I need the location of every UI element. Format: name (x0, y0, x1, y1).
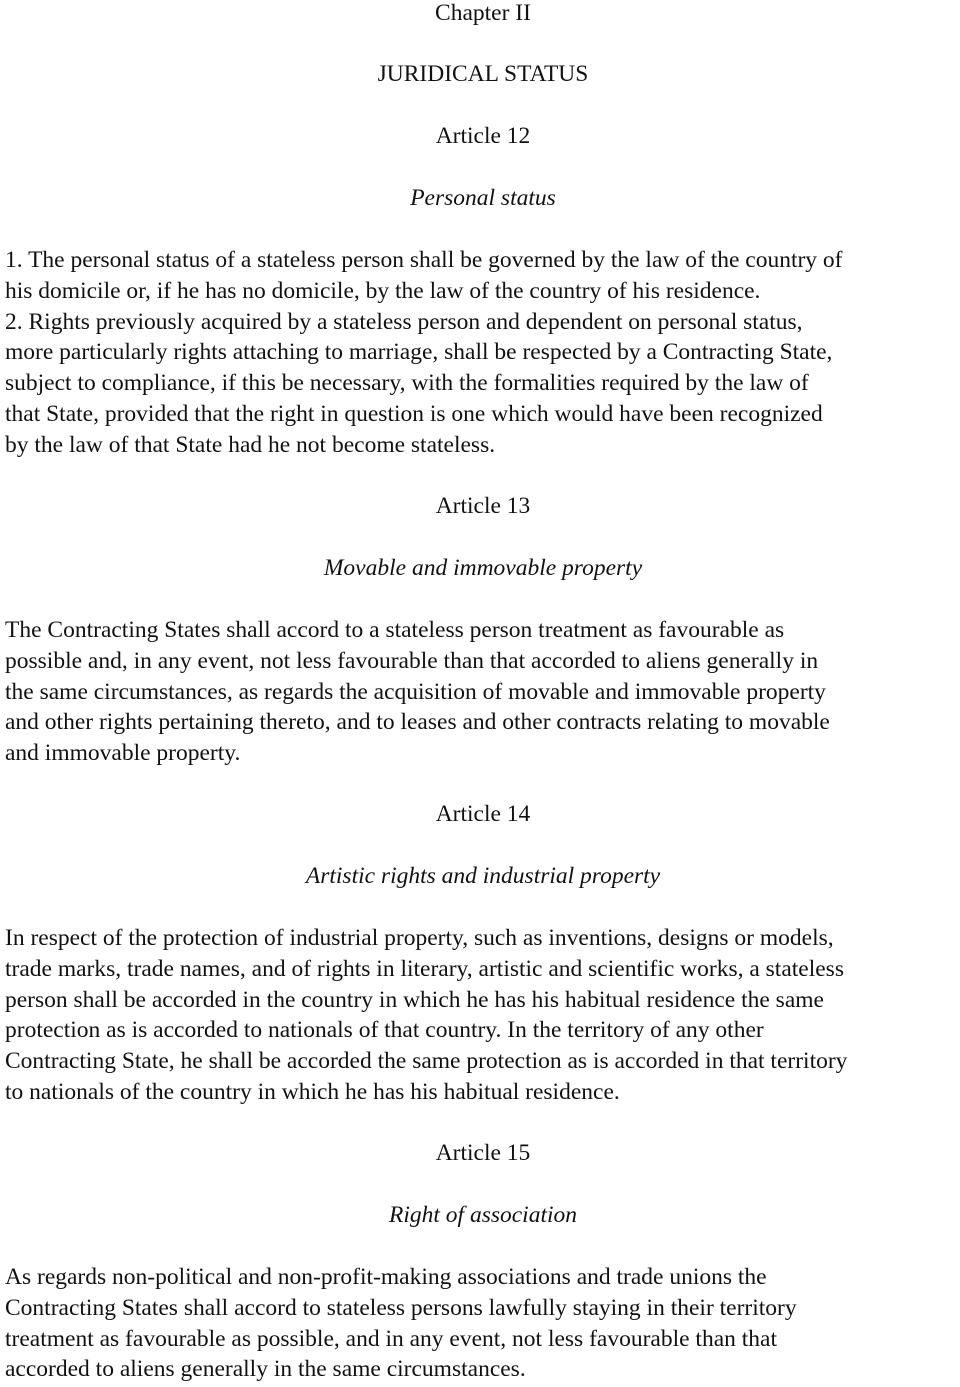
text-line: possible and, in any event, not less favourable than that accorded to aliens generally in (5, 647, 819, 674)
article-heading: Article 12 (435, 123, 531, 149)
article-subtitle: Right of association (389, 1202, 577, 1228)
article-heading: Article 14 (435, 801, 531, 827)
text-line: his domicile or, if he has no domicile, by the law of the country of his residence. (5, 277, 761, 304)
text-line: subject to compliance, if this be necessary, with the formalities required by the law of (5, 370, 809, 396)
text-line: Contracting State, he shall be accorded the same protection as is accorded in that territory (5, 1048, 848, 1074)
text-line: the same circumstances, as regards the acquisition of movable and immovable property (5, 678, 826, 705)
text-line: 2. Rights previously acquired by a stateless person and dependent on personal status, (5, 308, 803, 335)
text-line: treatment as favourable as possible, and in any event, not less favourable than that (5, 1325, 777, 1352)
text-line: protection as is accorded to nationals of that country. In the territory of any other (5, 1017, 764, 1044)
article-subtitle: Personal status (410, 185, 556, 211)
article-paragraph (5, 615, 960, 769)
chapter-number: Chapter II (435, 0, 531, 26)
text-line: trade marks, trade names, and of rights in literary, artistic and scientific works, a stateless (5, 955, 844, 982)
text-line: accorded to aliens generally in the same circumstances. (5, 1356, 526, 1383)
article-subtitle: Artistic rights and industrial property (305, 863, 661, 889)
chapter-title: JURIDICAL STATUS (377, 61, 589, 87)
text-line: 1. The personal status of a stateless person shall be governed by the law of the country of (5, 247, 843, 273)
text-line: As regards non-political and non-profit-making associations and trade unions the (5, 1264, 767, 1290)
text-line: more particularly rights attaching to marriage, shall be respected by a Contracting State, (5, 339, 833, 366)
text-line: and immovable property. (5, 740, 241, 766)
article-paragraph (5, 1262, 960, 1385)
article-subtitle: Movable and immovable property (323, 555, 643, 581)
article-heading: Article 15 (435, 1140, 531, 1166)
text-line: to nationals of the country in which he has his habitual residence. (5, 1078, 620, 1105)
text-line: that State, provided that the right in question is one which would have been recognized (5, 400, 823, 427)
text-line: and other rights pertaining thereto, and to leases and other contracts relating to movable (5, 709, 830, 736)
text-line: by the law of that State had he not become stateless. (5, 431, 496, 458)
article-paragraph (5, 923, 960, 1108)
text-line: In respect of the protection of industrial property, such as inventions, designs or models, (5, 925, 834, 951)
text-line: The Contracting States shall accord to a stateless person treatment as favourable as (5, 617, 785, 643)
text-line: Contracting States shall accord to stateless persons lawfully staying in their territory (5, 1294, 797, 1321)
article-heading: Article 13 (435, 493, 531, 519)
article-paragraph (5, 245, 960, 460)
text-line: person shall be accorded in the country in which he has his habitual residence the same (5, 986, 824, 1013)
